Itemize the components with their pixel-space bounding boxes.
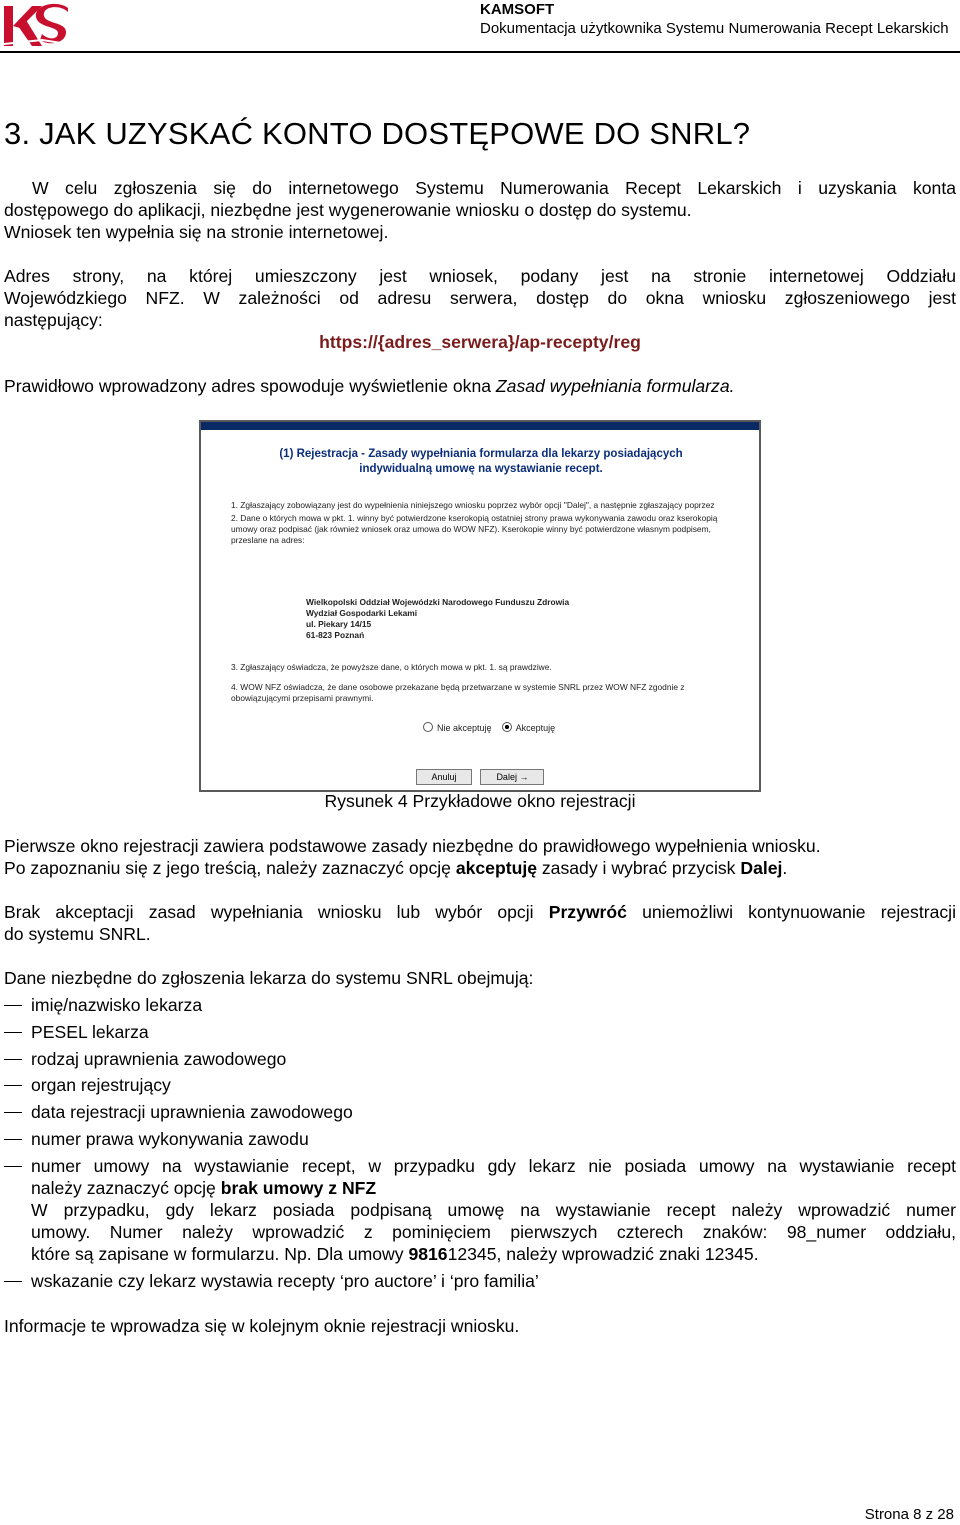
no-accept-line-1: Brak akceptacji zasad wypełniania wniosku lub wybór opcji Przywróć uniemożliwi kontynuowanie rejestracji: [4, 902, 956, 922]
list-item: organ rejestrujący: [31, 1075, 171, 1095]
list-item: PESEL lekarza: [31, 1022, 149, 1042]
data-intro: Dane niezbędne do zgłoszenia lekarza do systemu SNRL obejmują:: [4, 968, 534, 988]
contract-line-3: W przypadku, gdy lekarz posiada podpisaną umowę na wystawianie recept należy wprowadzić numer: [31, 1200, 956, 1220]
rule-1: 1. Zgłaszający zobowiązany jest do wypełnienia niniejszego wniosku poprzez wybór opcji "Dalej", a następnie zgłaszający poprzez: [231, 500, 715, 510]
section-heading: 3. JAK UZYSKAĆ KONTO DOSTĘPOWE DO SNRL?: [4, 116, 751, 151]
accept-radio-group: [423, 722, 555, 733]
list-item: data rejestracji uprawnienia zawodowego: [31, 1102, 353, 1122]
window-top-bar: [201, 422, 759, 430]
page-number: Strona 8 z 28: [864, 1506, 954, 1523]
list-item-last: wskazanie czy lekarz wystawia recepty ‘pro auctore’ i ‘pro familia’: [31, 1271, 539, 1291]
window-buttons: [416, 767, 548, 785]
dash-icon: [4, 1085, 22, 1086]
list-item: rodzaj uprawnienia zawodowego: [31, 1049, 287, 1069]
radio-accept[interactable]: Akceptuję: [502, 723, 556, 733]
rule-2: 2. Dane o których mowa w pkt. 1. winny być potwierdzone kserokopią ostatniej strony prawa wykonywania zawodu oraz kserokopią umowy oraz podpisać (jak również wniosek oraz umowa do WOW NFZ). Kserokopie winny być potwierdzone własnym podpisem, przeslane na adres:: [231, 513, 718, 545]
dash-icon: [4, 1032, 22, 1033]
kamsoft-logo: [2, 0, 72, 50]
address-line-3: następujący:: [4, 310, 103, 330]
dash-icon: [4, 1005, 22, 1006]
contract-line-2: należy zaznaczyć opcję brak umowy z NFZ: [31, 1178, 377, 1198]
dash-icon: [4, 1112, 22, 1113]
intro-line-3: Wniosek ten wypełnia się na stronie internetowej.: [4, 222, 389, 242]
dash-icon: [4, 1166, 22, 1167]
dash-icon: [4, 1059, 22, 1060]
rule-4: 4. WOW NFZ oświadcza, że dane osobowe przekazane będą przetwarzane w systemie SNRL przez WOW NFZ zgodnie z obowiązującymi przepisami prawnymi.: [231, 681, 685, 703]
dash-icon: [4, 1139, 22, 1140]
window-name: Zasad wypełniania formularza.: [495, 376, 735, 396]
proper-address-text: Prawidłowo wprowadzony adres spowoduje wyświetlenie okna Zasad wypełniania formularza.: [4, 376, 735, 396]
rules-text: [231, 500, 731, 546]
intro-line-1: W celu zgłoszenia się do internetowego Systemu Numerowania Recept Lekarskich i uzyskania konta: [32, 178, 956, 198]
address-line-2: Wojewódzkiego NFZ. W zależności od adresu serwera, dostęp do okna wniosku zgłoszeniowego jest: [4, 288, 956, 308]
contract-line-1: numer umowy na wystawianie recept, w przypadku gdy lekarz nie posiada umowy na wystawianie recept: [31, 1156, 956, 1176]
nfz-address: Wielkopolski Oddział Wojewódzki Narodowego Funduszu Zdrowia Wydział Gospodarki Lekami ul. Piekary 14/15 61-823 Poznań: [306, 597, 570, 640]
radio-selected-icon: [502, 722, 512, 732]
contract-line-4: umowy. Numer należy wprowadzić z pominięciem pierwszych czterech znaków: 98_numer oddziału,: [31, 1222, 956, 1242]
contract-line-5: które są zapisane w formularzu. Np. Dla umowy 981612345, należy wprowadzić znaki 12345.: [31, 1244, 759, 1264]
rule-3: 3. Zgłaszający oświadcza, że powyższe dane, o których mowa w pkt. 1. są prawdziwe.: [231, 662, 552, 673]
cancel-button[interactable]: Anuluj: [416, 769, 472, 785]
list-item: numer prawa wykonywania zawodu: [31, 1129, 309, 1149]
first-window-line-2: Po zapoznaniu się z jego treścią, należy zaznaczyć opcję akceptuję zasady i wybrać przycisk Dalej.: [4, 858, 788, 878]
header-divider: [0, 51, 960, 53]
window-title: (1) Rejestracja - Zasady wypełniania formularza dla lekarzy posiadających indywidualną umowę na wystawianie recept.: [279, 448, 683, 475]
list-item: imię/nazwisko lekarza: [31, 995, 203, 1015]
rules-text-2: [231, 654, 731, 712]
next-button[interactable]: Dalej →: [480, 769, 544, 785]
first-window-line-1: Pierwsze okno rejestracji zawiera podstawowe zasady niezbędne do prawidłowego wypełnienia wniosku.: [4, 836, 821, 856]
registration-url: https://{adres_serwera}/ap-recepty/reg: [319, 332, 641, 352]
no-accept-line-2: do systemu SNRL.: [4, 924, 151, 944]
closing-text: Informacje te wprowadza się w kolejnym oknie rejestracji wniosku.: [4, 1316, 520, 1336]
address-line-1: Adres strony, na której umieszczony jest wniosek, podany jest na stronie internetowej Oddziału: [4, 266, 956, 286]
figure-caption: Rysunek 4 Przykładowe okno rejestracji: [324, 791, 636, 811]
registration-window-screenshot: [199, 420, 761, 792]
radio-reject[interactable]: Nie akceptuję: [423, 723, 492, 733]
dash-icon: [4, 1281, 22, 1282]
intro-line-2: dostępowego do aplikacji, niezbędne jest wygenerowanie wniosku o dostęp do systemu.: [4, 200, 692, 220]
radio-circle-icon: [423, 722, 433, 732]
